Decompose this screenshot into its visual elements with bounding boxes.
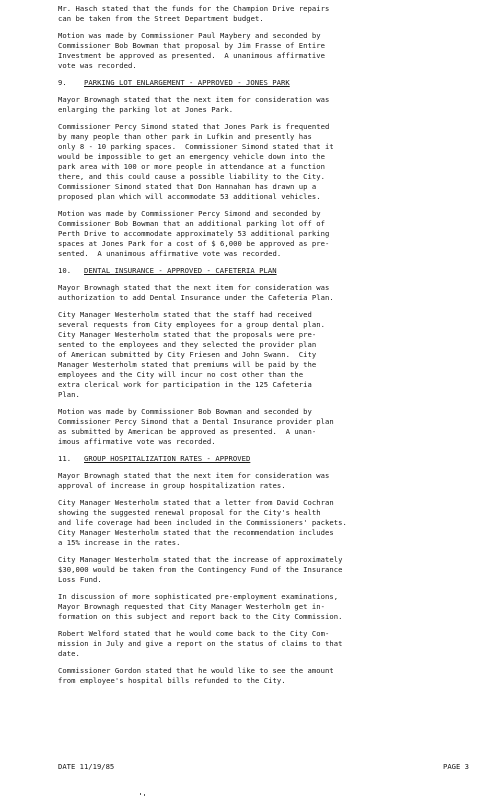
- paragraph: City Manager Westerholm stated that the staff had received several requests from City employees for a group dental plan. City Manager Westerholm stated that the proposals were pre- sented to the employees and they selected the provider plan of American submitted by City Friesen and John Swann. City Manager Westerholm stated that premiums will be paid by the employees and the City will incur no cost other than the extra clerical work for participation in the 125 Cafeteria Plan.: [58, 310, 326, 399]
- paragraph: Robert Welford stated that he would come back to the City Com- mission in July and give a report on the status of claims to that date.: [58, 629, 343, 658]
- section-heading: [58, 454, 473, 464]
- section-number: 11.: [58, 454, 72, 463]
- paragraph: Motion was made by Commissioner Percy Simond and seconded by Commissioner Bob Bowman that an additional parking lot off of Perth Drive to accommodate approximately 53 additional parking spaces at Jones Park for a cost of $ 6,000 be approved as pre- sented. A unanimous affirmative vote was recorded.: [58, 209, 330, 258]
- paragraph: In discussion of more sophisticated pre-employment examinations, Mayor Brownagh requested that City Manager Westerholm get in- formation on this subject and report back to the City Commission.: [58, 592, 343, 621]
- paragraph: Motion was made by Commissioner Bob Bowman and seconded by Commissioner Percy Simond that a Dental Insurance provider plan as submitted by American be approved as presented. A unan- imous affirmative vote was recorded.: [58, 407, 334, 446]
- paragraph: City Manager Westerholm stated that a letter from David Cochran showing the suggested renewal proposal for the City's health and life coverage had been included in the Commissioners' packets. City Manager Westerholm stated that the recommendation includes a 15% increase in the rates.: [58, 498, 347, 547]
- section-title: DENTAL INSURANCE - APPROVED - CAFETERIA PLAN: [84, 266, 277, 275]
- section-heading: [58, 78, 473, 88]
- paragraph: Mr. Hasch stated that the funds for the Champion Drive repairs can be taken from the Street Department budget.: [58, 4, 330, 23]
- scan-speck: [144, 794, 145, 796]
- section-number: 10.: [58, 266, 72, 275]
- page-footer: [58, 762, 469, 772]
- footer-date: DATE 11/19/85: [58, 762, 115, 771]
- section-title: PARKING LOT ENLARGEMENT - APPROVED - JONES PARK: [84, 78, 290, 87]
- paragraph: Commissioner Percy Simond stated that Jones Park is frequented by many people than other park in Lufkin and presently has only 8 - 10 parking spaces. Commissioner Simond stated that it would be impossible to get an emergency vehicle down into the park area with 100 or more people in attendance at a function there, and this could cause a possible liability to the City. Commissioner Simond stated that Don Hannahan has drawn up a proposed plan which will accommodate 53 additional vehicles.: [58, 122, 334, 201]
- paragraph: City Manager Westerholm stated that the increase of approximately $30,000 would be taken from the Contingency Fund of the Insurance Loss Fund.: [58, 555, 343, 584]
- paragraph: Motion was made by Commissioner Paul Maybery and seconded by Commissioner Bob Bowman that proposal by Jim Frasse of Entire Investment be approved as presented. A unanimous affirmative vote was recorded.: [58, 31, 326, 70]
- scan-speck: [140, 793, 141, 795]
- footer-page-number: PAGE 3: [443, 762, 469, 771]
- paragraph: Mayor Brownagh stated that the next item for consideration was authorization to add Dental Insurance under the Cafeteria Plan.: [58, 283, 334, 302]
- paragraph: Mayor Brownagh stated that the next item for consideration was enlarging the parking lot at Jones Park.: [58, 95, 330, 114]
- section-title: GROUP HOSPITALIZATION RATES - APPROVED: [84, 454, 251, 463]
- paragraph: Commissioner Gordon stated that he would like to see the amount from employee's hospital bills refunded to the City.: [58, 666, 334, 685]
- paragraph: Mayor Brownagh stated that the next item for consideration was approval of increase in group hospitalization rates.: [58, 471, 330, 490]
- section-heading: [58, 266, 473, 276]
- section-number: 9.: [58, 78, 67, 87]
